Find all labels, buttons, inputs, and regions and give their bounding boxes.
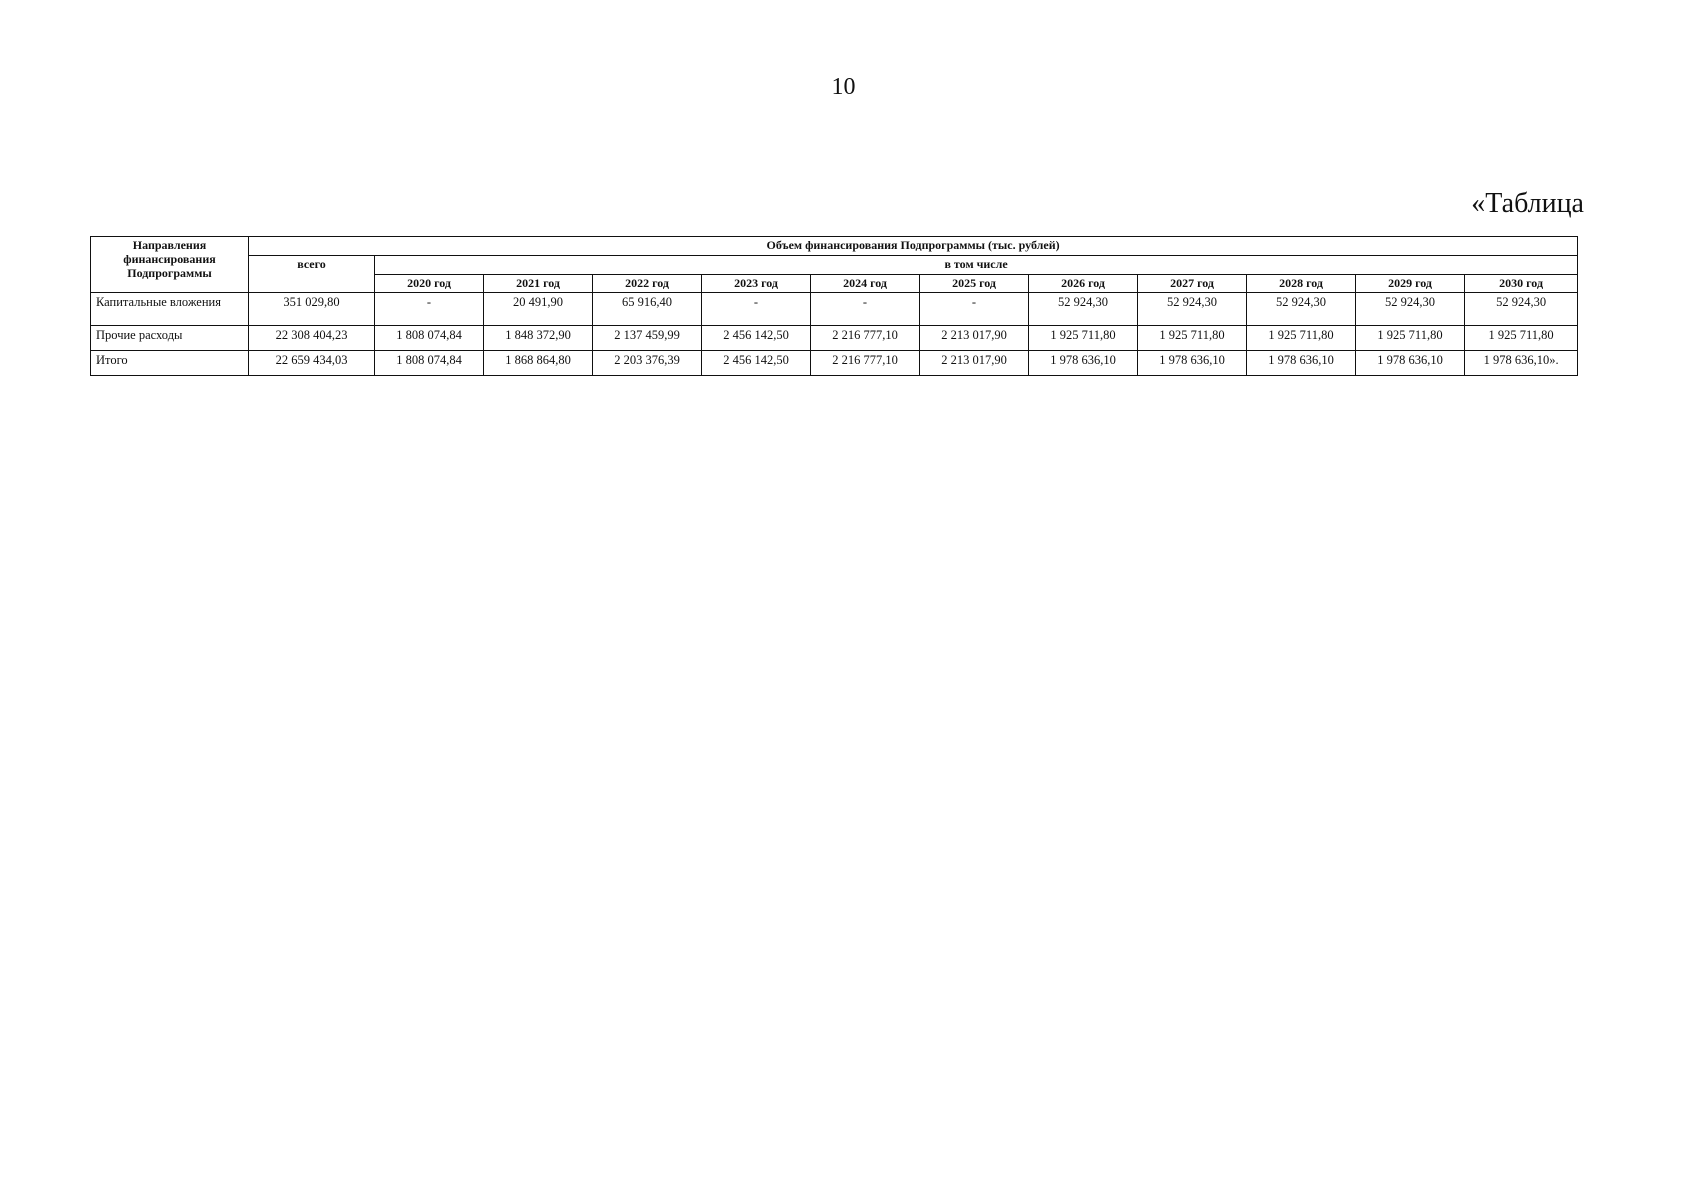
header-year: 2027 год (1138, 274, 1247, 293)
cell-value: - (920, 293, 1029, 326)
table-row (91, 293, 1578, 326)
header-including: в том числе (375, 255, 1578, 274)
cell-value: 2 213 017,90 (920, 326, 1029, 351)
page-number: 10 (831, 74, 856, 100)
cell-value: 52 924,30 (1138, 293, 1247, 326)
cell-value: - (811, 293, 920, 326)
cell-value: 2 213 017,90 (920, 351, 1029, 376)
cell-value: 1 978 636,10 (1138, 351, 1247, 376)
header-year: 2025 год (920, 274, 1029, 293)
cell-value: 1 978 636,10 (1247, 351, 1356, 376)
cell-value: 20 491,90 (484, 293, 593, 326)
header-direction: Направления финансирования Подпрограммы (91, 237, 249, 293)
cell-value: 52 924,30 (1029, 293, 1138, 326)
cell-value: 1 868 864,80 (484, 351, 593, 376)
header-year: 2023 год (702, 274, 811, 293)
table-caption: «Таблица (1471, 188, 1584, 219)
financing-table (90, 236, 1578, 376)
cell-value: 2 137 459,99 (593, 326, 702, 351)
cell-value: 52 924,30 (1247, 293, 1356, 326)
cell-value: 1 978 636,10 (1356, 351, 1465, 376)
table-row (91, 326, 1578, 351)
header-year: 2022 год (593, 274, 702, 293)
header-year: 2024 год (811, 274, 920, 293)
cell-value: 52 924,30 (1356, 293, 1465, 326)
cell-value: - (375, 293, 484, 326)
cell-value: 2 216 777,10 (811, 351, 920, 376)
cell-value: 2 456 142,50 (702, 351, 811, 376)
row-total: 351 029,80 (249, 293, 375, 326)
cell-value: 2 203 376,39 (593, 351, 702, 376)
cell-value: 1 925 711,80 (1465, 326, 1578, 351)
header-year: 2030 год (1465, 274, 1578, 293)
row-total: 22 308 404,23 (249, 326, 375, 351)
cell-value: 65 916,40 (593, 293, 702, 326)
row-label: Прочие расходы (91, 326, 249, 351)
cell-value: 1 808 074,84 (375, 351, 484, 376)
row-label: Капитальные вложения (91, 293, 249, 326)
cell-value: 1 848 372,90 (484, 326, 593, 351)
header-year: 2026 год (1029, 274, 1138, 293)
header-total: всего (249, 255, 375, 293)
cell-value: 1 925 711,80 (1138, 326, 1247, 351)
header-volume: Объем финансирования Подпрограммы (тыс. рублей) (249, 237, 1578, 256)
cell-value: 1 925 711,80 (1356, 326, 1465, 351)
header-year: 2021 год (484, 274, 593, 293)
header-year: 2020 год (375, 274, 484, 293)
cell-value: 1 925 711,80 (1029, 326, 1138, 351)
cell-value: 2 456 142,50 (702, 326, 811, 351)
cell-value: 1 808 074,84 (375, 326, 484, 351)
cell-value: 1 978 636,10 (1029, 351, 1138, 376)
cell-value: 1 978 636,10». (1465, 351, 1578, 376)
row-label: Итого (91, 351, 249, 376)
table-row (91, 351, 1578, 376)
cell-value: 2 216 777,10 (811, 326, 920, 351)
cell-value: 1 925 711,80 (1247, 326, 1356, 351)
row-total: 22 659 434,03 (249, 351, 375, 376)
header-year: 2028 год (1247, 274, 1356, 293)
header-year: 2029 год (1356, 274, 1465, 293)
cell-value: - (702, 293, 811, 326)
cell-value: 52 924,30 (1465, 293, 1578, 326)
